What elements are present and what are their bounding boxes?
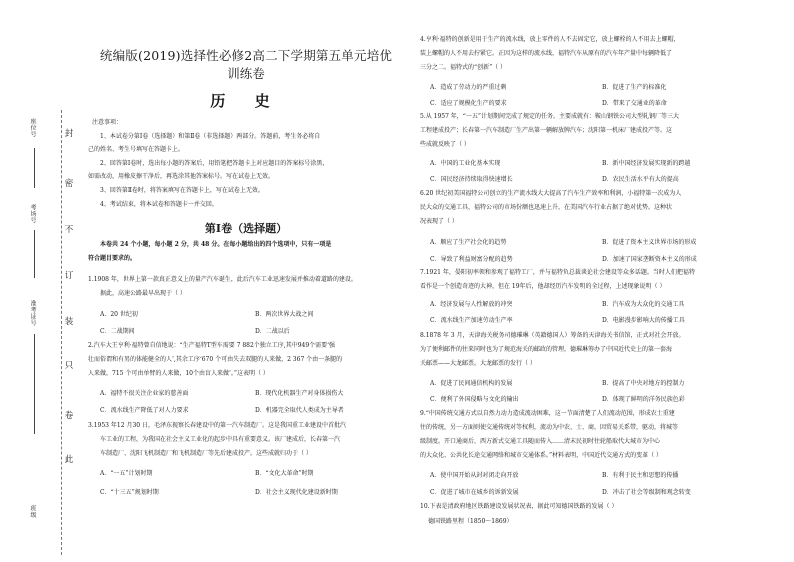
question-text: 关邮票——大龙邮票。大龙邮票的发行（ ）: [420, 360, 536, 367]
option-d[interactable]: D．机器完全取代人类成为主导者: [255, 407, 344, 414]
seal-char: 封: [62, 128, 76, 140]
seal-char: 卷: [62, 410, 76, 422]
option-c[interactable]: C．导致了利益财富分配的趋势: [430, 256, 513, 263]
option-b[interactable]: B．有利于民主和思想的传播: [602, 472, 679, 479]
option-b[interactable]: B．两次世界大战之间: [255, 311, 314, 318]
option-d[interactable]: D．电影漫步影响大的传播工具: [602, 317, 685, 324]
notice-title: 注意事项：: [92, 119, 123, 126]
option-d[interactable]: D．农民生活水平有大的提高: [602, 176, 679, 183]
exam-title-line2: 训练卷: [227, 66, 265, 81]
notice-line: 己的姓名、考生号填写在答题卡上。: [88, 146, 185, 153]
question-text: 为了便利邮件的往来同时也为了规范海关的邮政的管理，德璀琳筹办了中国近代史上的第一套海: [420, 346, 673, 353]
section-desc: 符合题目要求的。: [88, 255, 137, 262]
question-text: 些成就反映了（ ）: [420, 141, 470, 148]
option-a[interactable]: A．“一五”计划时期: [100, 470, 153, 477]
question-text: 2.汽车大王亨利·福特曾自信地说：“生产福特T型车需要 7 882个独立工序,其中949个需要‘强: [88, 342, 336, 349]
option-b[interactable]: B．汽车成为大众化的交通工具: [602, 301, 685, 308]
exam-id-field[interactable]: [34, 334, 35, 434]
seal-char: 此: [62, 454, 76, 466]
notice-line: 3、回答第Ⅱ卷时，将答案填写在答题卡上，写在试卷上无效。: [100, 187, 264, 194]
question-text: 往的传统，另一方面则使交通传统对等权利，流动为中农、士、商，因贸易关系带，驱动，将城等: [420, 424, 679, 431]
option-d[interactable]: D．带来了交通业的革命: [602, 100, 667, 107]
option-c[interactable]: C．促进了城市在城乡的诉新发展: [430, 489, 519, 496]
question-text: 的大众化、公共化长途交通网络和城市交通体系。”材料表明，中国近代交通方式的变革（ ）: [420, 452, 662, 459]
exam-room-label: 考场号: [29, 204, 36, 224]
option-b[interactable]: B．提高了中央对地方的控制力: [602, 380, 685, 387]
subject-title: 历 史: [210, 92, 282, 110]
option-c[interactable]: C．二战期间: [100, 328, 135, 335]
question-text: 3.1953 年12 月30 日，毛泽东视察长春建设中的第一汽车制造厂。这是我国重工业建设中首批汽: [88, 422, 346, 429]
seal-char: 订: [62, 270, 76, 282]
question-text: 5.从 1957 年，“一五”计划期间完成了规定的任务。主要成就有：鞍山钢铁公司大型轧钢厂等三大: [420, 113, 679, 120]
option-d[interactable]: D．二战以后: [255, 328, 290, 335]
option-a[interactable]: A．使中国开始从封对闭走向开放: [430, 472, 519, 479]
question-text: 看作是一个创造奇迹的大神，但在 19年后，他却经历汽车发明的全过程，上述现象说明（ ）: [420, 283, 666, 290]
option-a[interactable]: A．福特不很关注企业家的慈善面: [100, 390, 189, 397]
exam-id-label: 准考证号: [29, 300, 36, 326]
question-text: 6.20 世纪初美国福特公司创立的生产流水线大大提高了汽车生产效率和利润，小福特第一次成为人: [420, 190, 682, 197]
question-text: 三分之二。福特式的“创新”（ ）: [420, 64, 507, 71]
class-label: 班级: [29, 505, 36, 518]
question-text: 9.“中国传统交通方式以自然力动力造成流动困难，这一节面清楚了人们流动范围，形成农士重建: [420, 410, 675, 417]
option-b[interactable]: B．促进了资本主义世界市场的形成: [602, 239, 697, 246]
option-c[interactable]: C．流水线生产加速劳动生产率: [430, 317, 513, 324]
seal-line: [61, 110, 62, 555]
option-a[interactable]: A．顺应了生产社会化的趋势: [430, 239, 507, 246]
seal-char: 不: [62, 224, 76, 236]
option-a[interactable]: A．中国的工业化基本实现: [430, 160, 501, 167]
seal-char: 只: [62, 360, 76, 372]
question-text: 8.1878 年 3 月，天津海关税务司德璀琳（英籍德国人）筹备的天津海关书信馆，正式对社会开放。: [420, 332, 685, 339]
option-b[interactable]: B．新中国经济发展实现新的跨越: [602, 160, 691, 167]
exam-room-field[interactable]: [34, 230, 35, 278]
option-d[interactable]: D．冲击了社会等级制和观念转变: [602, 489, 691, 496]
notice-line: 1、本试卷分第Ⅰ卷（选择题）和第Ⅱ卷（非选择题）两部分。答题前，考生务必将自: [100, 133, 321, 140]
notice-line: 4、考试结束，将本试卷和答题卡一并交回。: [100, 201, 218, 208]
option-a[interactable]: A．20 世纪初: [100, 311, 138, 318]
question-text: 据此，高速公路最早出现于（ ）: [100, 290, 186, 297]
option-d[interactable]: D．加速了国家垄断资本主义的形成: [602, 256, 697, 263]
option-a[interactable]: A．促进了民间通信机构的发展: [430, 380, 513, 387]
option-c[interactable]: C．流水线生产降低了对人力要求: [100, 407, 189, 414]
option-b[interactable]: B．现代化机器生产对身体损伤大: [255, 390, 344, 397]
option-b[interactable]: B．“文化大革命”时期: [255, 470, 314, 477]
section-title: 第Ⅰ卷（选择题）: [204, 222, 288, 235]
question-text: 况表现了（ ）: [420, 218, 458, 225]
question-text: 车工业的工程，为我国在社会主义工业化的起步中具有重要意义。该厂建成后，长春第一汽: [100, 436, 341, 443]
notice-line: 如需改动，用橡皮擦干净后，再选涂其他答案标号。写在试卷上无效。: [88, 173, 275, 180]
table-caption: 德国铁路里程（1850～1869）: [428, 518, 513, 525]
option-a[interactable]: A．造成了劳动力的严重过剩: [430, 84, 507, 91]
question-text: 装上螺帽的人不用去拧紧它。正因为这样的流水线，福特汽车从原有的汽车年产量中每辆降低了: [420, 50, 673, 57]
option-b[interactable]: B．促进了生产的标准化: [602, 84, 667, 91]
option-c[interactable]: C．适应了规模化生产的要求: [430, 100, 507, 107]
option-d[interactable]: D．体现了鲜明的洋务民族色彩: [602, 396, 685, 403]
exam-title: 统编版(2019)选择性必修2高二下学期第五单元培优: [99, 48, 393, 63]
binding-margin: [0, 0, 78, 562]
option-c[interactable]: C．便利了外国侵略与文化的输出: [430, 396, 519, 403]
seal-char: 装: [62, 316, 76, 328]
question-text: 10.下表是清政府地区铁路建设发展状况表，据此可知德国铁路的发展（ ）: [420, 503, 618, 510]
question-text: 4.亨利·福特的创新是用于生产的流水线，放上零件的人不去固定它，放上螺栓的人不用去上螺帽，: [420, 36, 680, 43]
question-text: 壮而俗谓和有男的体能健全的人’,其余工序‘670 个可由失去双腿的人来做，2 367 个由一条腿的: [88, 356, 343, 363]
question-text: 1.1908 年，世界上第一款真正意义上的量产汽车诞生，此后汽车工业迅速发展并推动着道路的建设。: [88, 276, 357, 283]
option-c[interactable]: C．国民经济持续取得快速增长: [430, 176, 513, 183]
question-text: 工程建成投产；长春第一汽车制造厂生产出第一辆解放牌汽车；沈阳第一机床厂建成投产等。这: [420, 127, 673, 134]
question-text: 民大众的交通工具，福特公司的市场份额也迅速上升，在美国汽车行业占据了绝对优势。这种状: [420, 204, 673, 211]
notice-line: 2、回答第Ⅰ卷时，选出每小题的答案后，用铅笔把答题卡上对应题目的答案标号涂黑，: [100, 160, 329, 167]
option-c[interactable]: C．“十三五”规划时期: [100, 489, 159, 496]
seat-number-field[interactable]: [34, 148, 35, 188]
seat-number-label: 座位号: [29, 118, 36, 138]
seal-char: 密: [62, 178, 76, 190]
question-text: 7.1921 年，晏阳初率领和参观了福特工厂，并与福特负总裁谈论社会建设等众多话题。当时人们把福特: [420, 269, 695, 276]
question-text: 人来做，715 个可由单臂的人来做，10个由盲人来做’。”这表明（ ）: [88, 370, 269, 377]
section-desc: 本卷共 24 个小题，每小题 2 分，共 48 分。在每小题给出的四个选项中，只有一项是: [100, 241, 332, 248]
question-text: 级制度。开口通商后，西方新式交通工具随而传入……清末民初时往轮船取代大城市为中心: [420, 438, 661, 445]
question-text: 车制造厂、沈阳飞机制造厂和飞机制造厂等先后建成投产。这些成就归功于（ ）: [100, 450, 312, 457]
option-d[interactable]: D．社会主义现代化建设新时期: [255, 489, 338, 496]
option-a[interactable]: A．经济发展与人性解放的冲突: [430, 301, 513, 308]
